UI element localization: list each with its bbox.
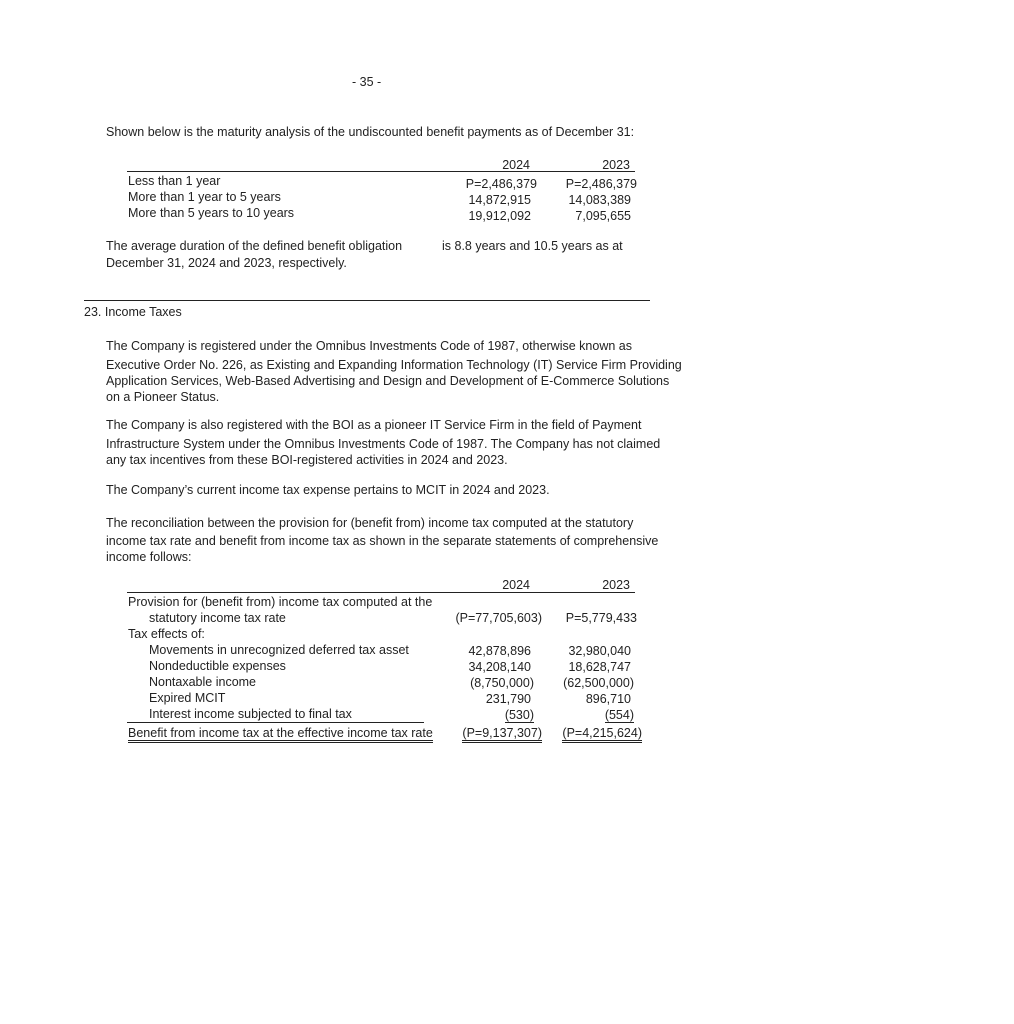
section-rule <box>84 300 650 301</box>
recon-effect-label: Nondeductible expenses <box>149 659 286 673</box>
paragraph-line: any tax incentives from these BOI-registered activities in 2024 and 2023. <box>106 453 508 467</box>
recon-provision-2023: P=5,779,433 <box>565 611 637 625</box>
duration-text-part3: December 31, 2024 and 2023, respectively. <box>106 256 347 270</box>
recon-header-rule <box>127 592 635 593</box>
recon-total-2024: (P=9,137,307) <box>462 726 542 743</box>
recon-effect-2023 <box>590 707 634 723</box>
section-heading: 23. Income Taxes <box>84 305 182 319</box>
recon-effect-2024: 231,790 <box>485 692 531 706</box>
paragraph-mcit: The Company’s current income tax expense pertains to MCIT in 2024 and 2023. <box>106 483 550 497</box>
paragraph-line: income follows: <box>106 550 192 564</box>
recon-effect-2023: 896,710 <box>585 692 631 706</box>
maturity-row-label: Less than 1 year <box>128 174 221 188</box>
recon-effect-label: Nontaxable income <box>149 675 257 689</box>
recon-year-2024: 2024 <box>502 578 530 592</box>
paragraph-line: Application Services, Web-Based Advertising and Design and Development of E-Commerce Solutions <box>106 374 670 388</box>
maturity-header-rule <box>127 171 635 172</box>
maturity-intro: Shown below is the maturity analysis of the undiscounted benefit payments as of December 31: <box>106 125 635 139</box>
recon-effect-2023: (62,500,000) <box>563 676 634 690</box>
recon-effect-2023-value: (554) <box>604 708 634 722</box>
recon-total-label: Benefit from income tax at the effective income tax rate <box>128 726 433 743</box>
recon-total-2023: (P=4,215,624) <box>562 726 642 743</box>
maturity-row-2023: 14,083,389 <box>568 193 631 207</box>
recon-total-2023-wrap <box>540 725 642 741</box>
recon-effect-2024-value: (530) <box>504 708 534 722</box>
paragraph-line: The Company is also registered with the BOI as a pioneer IT Service Firm in the field of Payment <box>106 418 642 432</box>
maturity-row-label: More than 5 years to 10 years <box>128 206 295 220</box>
recon-total-label-wrap <box>128 725 433 741</box>
recon-effect-label: Expired MCIT <box>149 691 226 705</box>
recon-effect-2023: 32,980,040 <box>568 644 631 658</box>
recon-effect-label: Movements in unrecognized deferred tax asset <box>149 643 409 657</box>
recon-provision-label-2: statutory income tax rate <box>149 611 286 625</box>
paragraph-line: The Company is registered under the Omnibus Investments Code of 1987, otherwise known as <box>106 339 632 353</box>
recon-effect-label: Interest income subjected to final tax <box>149 707 352 721</box>
duration-text-part1: The average duration of the defined benefit obligation <box>106 239 403 253</box>
maturity-row-2023: P=2,486,379 <box>565 177 637 191</box>
maturity-row-2024: 14,872,915 <box>468 193 531 207</box>
maturity-row-label: More than 1 year to 5 years <box>128 190 281 204</box>
recon-total-rule-label <box>127 722 424 723</box>
paragraph-line: The reconciliation between the provision for (benefit from) income tax computed at the statutory <box>106 516 634 530</box>
recon-effect-2023: 18,628,747 <box>568 660 631 674</box>
recon-provision-label-1: Provision for (benefit from) income tax computed at the <box>128 595 433 609</box>
recon-effect-2024: 34,208,140 <box>468 660 531 674</box>
paragraph-line: on a Pioneer Status. <box>106 390 220 404</box>
maturity-row-2024: 19,912,092 <box>468 209 531 223</box>
maturity-year-2024: 2024 <box>502 158 530 172</box>
recon-tax-effects-label: Tax effects of: <box>128 627 205 641</box>
recon-provision-2024: (P=77,705,603) <box>455 611 542 625</box>
recon-effect-2024 <box>500 707 534 723</box>
paragraph-line: income tax rate and benefit from income tax as shown in the separate statements of comprehensive <box>106 534 659 548</box>
recon-year-2023: 2023 <box>602 578 630 592</box>
duration-text-part2: is 8.8 years and 10.5 years as at <box>442 239 623 253</box>
recon-effect-2024: 42,878,896 <box>468 644 531 658</box>
maturity-year-2023: 2023 <box>602 158 630 172</box>
paragraph-line: Executive Order No. 226, as Existing and Expanding Information Technology (IT) Service Firm Providing <box>106 358 682 372</box>
maturity-row-2023: 7,095,655 <box>575 209 631 223</box>
recon-total-2024-wrap <box>440 725 542 741</box>
paragraph-line: Infrastructure System under the Omnibus Investments Code of 1987. The Company has not claimed <box>106 437 661 451</box>
maturity-row-2024: P=2,486,379 <box>465 177 537 191</box>
recon-effect-2024: (8,750,000) <box>470 676 534 690</box>
page-number: - 35 - <box>352 75 382 89</box>
